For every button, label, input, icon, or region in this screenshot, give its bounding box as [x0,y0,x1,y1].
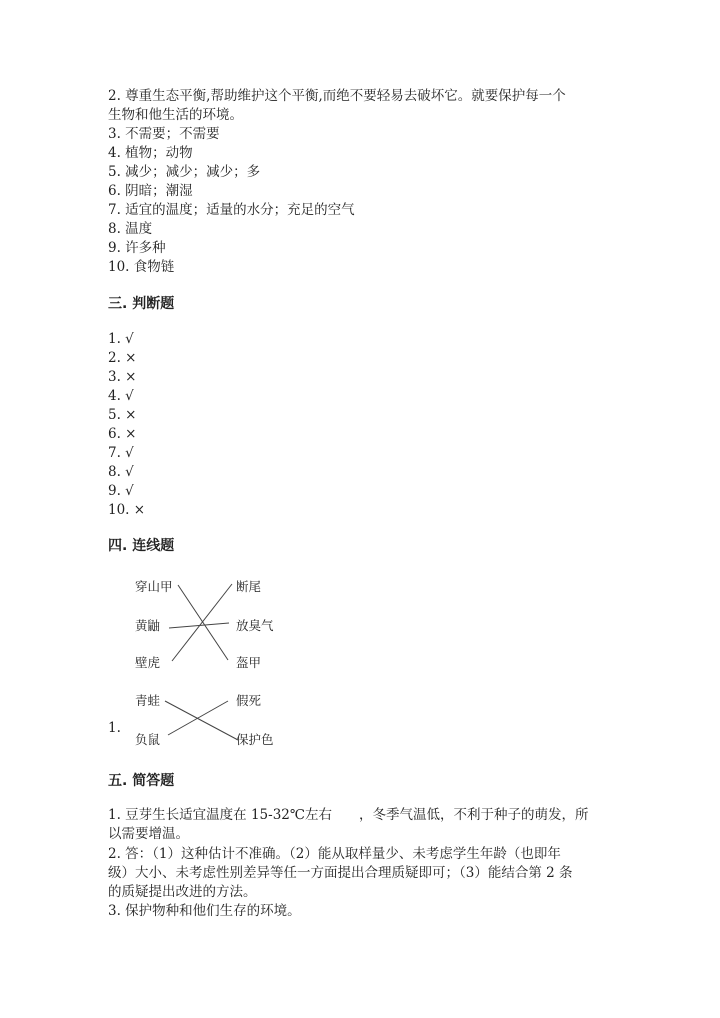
short-answer-line: 2. 答：（1）这种估计不准确。（2）能从取样量少、未考虑学生年龄（也即年 [108,846,561,862]
judgement-item: 4. √ [108,388,134,404]
answer-line: 4. 植物；动物 [108,145,193,161]
judgement-item: 10. × [108,502,146,518]
left-item: 壁虎 [135,655,161,670]
judgement-item: 7. √ [108,445,134,461]
section-title-matching: 四. 连线题 [108,538,175,554]
left-item: 穿山甲 [135,579,173,594]
connection-line [172,584,232,661]
short-answer-line: 级）大小、未考虑性别差异等任一方面提出合理质疑即可；（3）能结合第 2 条 [108,865,573,881]
connection-line [169,623,229,628]
right-item: 放臭气 [236,618,274,633]
left-item: 黄鼬 [135,618,161,633]
answer-line: 7. 适宜的温度；适量的水分；充足的空气 [108,202,355,218]
right-item: 断尾 [236,579,262,594]
judgement-item: 9. √ [108,483,134,499]
right-item: 盔甲 [236,655,262,670]
answer-line: 3. 不需要；不需要 [108,126,220,142]
section-title-short-answer: 五. 简答题 [108,773,175,789]
left-item: 青蛙 [135,693,161,708]
left-item: 负鼠 [135,732,161,747]
judgement-item: 5. × [108,407,137,423]
judgement-item: 6. × [108,426,137,442]
connection-line [165,701,238,740]
question-number: 1. [108,720,121,736]
answer-line: 生物和他生活的环境。 [108,107,243,123]
answer-line: 8. 温度 [108,221,153,237]
answer-line: 2. 尊重生态平衡,帮助维护这个平衡,而绝不要轻易去破坏它。就要保护每一个 [108,88,566,104]
answer-line: 9. 许多种 [108,240,166,256]
section-title-judgement: 三. 判断题 [108,296,175,312]
right-item: 保护色 [236,732,274,747]
answer-line: 6. 阴暗；潮湿 [108,183,193,199]
judgement-item: 3. × [108,369,137,385]
answer-line: 10. 食物链 [108,259,175,275]
judgement-item: 8. √ [108,464,134,480]
right-item: 假死 [236,693,262,708]
judgement-item: 2. × [108,350,137,366]
answer-line: 5. 减少；减少；减少；多 [108,164,261,180]
judgement-item: 1. √ [108,331,134,347]
short-answer-line: 1. 豆芽生长适宜温度在 15-32℃左右 ，冬季气温低，不利于种子的萌发，所 [108,807,589,823]
short-answer-line: 3. 保护物种和他们生存的环境。 [108,903,301,919]
short-answer-line: 的质疑提出改进的方法。 [108,884,257,900]
short-answer-line: 以需要增温。 [108,826,189,842]
connection-line [178,585,228,660]
